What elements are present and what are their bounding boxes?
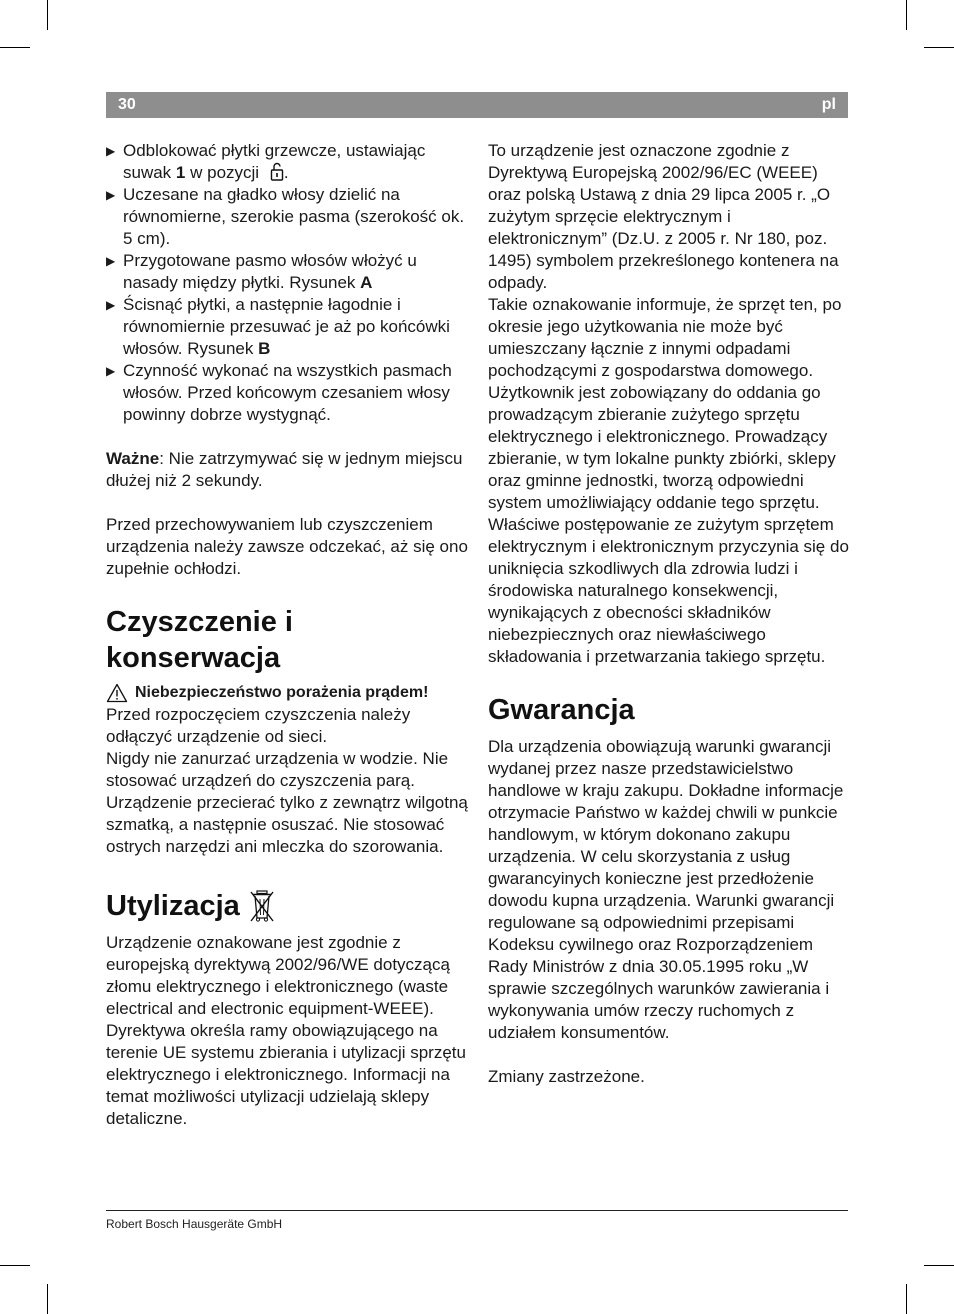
instruction-item — [106, 250, 468, 294]
important-label: Ważne — [106, 449, 160, 468]
warning-title: Niebezpieczeństwo porażenia prądem! — [135, 684, 429, 701]
weee-paragraph: Użytkownik jest zobowiązany do oddania go prowadzącym zbieranie zużytego sprzętu elektrycznego i elektronicznego. Prowadzący zbieranie, w tym lokalne punkty zbiórki, sklepy oraz gminne jednostki, tworzą odpowiedni system umożliwiający oddanie tego sprzętu. — [488, 383, 836, 512]
footer-company: Robert Bosch Hausgeräte GmbH — [106, 1217, 283, 1231]
guarantee-heading: Gwarancja — [488, 694, 635, 726]
page-header-bar — [106, 92, 848, 118]
weee-paragraph: Takie oznakowanie informuje, że sprzęt ten, po okresie jego użytkowania nie może być umieszczany łącznie z innymi odpadami pochodzącymi z gospodarstwa domowego. — [488, 295, 842, 380]
instruction-item — [106, 184, 468, 250]
instruction-item — [106, 140, 468, 184]
weee-paragraph: Właściwe postępowanie ze zużytym sprzętem elektrycznym i elektronicznym przyczynia się do uniknięcia szkodliwych dla zdrowia ludzi i środowiska naturalnego konsekwencji, wynikających z obecności składników niebezpiecznych oraz niewłaściwego składowania i przetwarzania takiego sprzętu. — [488, 515, 849, 666]
language-code: pl — [821, 96, 836, 113]
crop-mark — [47, 0, 48, 30]
cleaning-paragraph: Przed rozpoczęciem czyszczenia należy odłączyć urządzenie od sieci. — [106, 705, 411, 746]
crop-mark — [906, 0, 907, 30]
disposal-heading-text: Utylizacja — [106, 890, 240, 922]
instruction-text: Uczesane na gładko włosy dzielić na równomierne, szerokie pasma (szerokość ok. 5 cm). — [123, 185, 465, 248]
bullet-arrow-icon: ▶ — [106, 144, 116, 158]
instruction-item — [106, 294, 468, 360]
instruction-bold: A — [360, 273, 373, 292]
storage-note: Przed przechowywaniem lub czyszczeniem urządzenia należy zawsze odczekać, aż się ono zupełnie ochłodzi. — [106, 515, 468, 578]
cleaning-paragraph: Nigdy nie zanurzać urządzenia w wodzie. Nie stosować urządzeń do czyszczenia parą. — [106, 749, 449, 790]
warning-notice — [106, 682, 468, 704]
bullet-arrow-icon: ▶ — [106, 188, 116, 202]
disposal-paragraph: Urządzenie oznakowane jest zgodnie z europejską dyrektywą 2002/96/WE dotyczącą złomu elektrycznego i elektronicznego (waste electrical and electronic equipment-WEEE). Dyrektywa określa ramy obowiązującego na terenie UE systemu zbierania i utylizacji sprzętu elektrycznego i elektronicznego. Informacji na temat możliwości utylizacji udzielają sklepy detaliczne. — [106, 933, 466, 1128]
bullet-arrow-icon: ▶ — [106, 254, 116, 268]
crop-mark — [906, 1284, 907, 1314]
page-number: 30 — [118, 96, 136, 113]
crop-mark — [0, 1265, 30, 1266]
instruction-text: Odblokować płytki grzewcze, ustawiając suwak — [123, 141, 426, 182]
instruction-text: Przygotowane pasmo włosów włożyć u nasady między płytki. Rysunek — [123, 251, 417, 292]
right-column — [488, 140, 850, 1088]
important-note — [106, 448, 468, 492]
crop-mark — [47, 1284, 48, 1314]
instruction-bold: 1 — [175, 163, 186, 182]
crossed-out-bin-icon — [248, 889, 276, 923]
instruction-text: Ścisnąć płytki, a następnie łagodnie i równomiernie przesuwać je aż po końcówki włosów. Rysunek — [123, 295, 450, 358]
crop-mark — [0, 47, 30, 48]
crop-mark — [924, 1265, 954, 1266]
instruction-text: . — [283, 163, 289, 182]
cleaning-paragraph: Urządzenie przecierać tylko z zewnątrz wilgotną szmatką, a następnie osuszać. Nie stosować ostrych narzędzi ani mleczka do szorowania. — [106, 793, 468, 856]
unlock-icon — [270, 162, 284, 181]
footer-divider — [106, 1210, 848, 1211]
crop-mark — [924, 47, 954, 48]
important-text: : Nie zatrzymywać się w jednym miejscu dłużej niż 2 sekundy. — [106, 449, 463, 490]
warning-triangle-icon — [106, 683, 128, 703]
instruction-text: w pozycji — [185, 163, 260, 182]
instruction-bold: B — [258, 339, 271, 358]
bullet-arrow-icon: ▶ — [106, 364, 116, 378]
weee-paragraph: To urządzenie jest oznaczone zgodnie z Dyrektywą Europejską 2002/96/EC (WEEE) oraz polską Ustawą z dnia 29 lipca 2005 r. „O zużytym sprzęcie elektrycznym i elektronicznym” (Dz.U. z 2005 r. Nr 180, poz. 1495) symbolem przekreślonego kontenera na odpady. — [488, 141, 839, 292]
instruction-text: Czynność wykonać na wszystkich pasmach włosów. Przed końcowym czesaniem włosy powinny dobrze wystygnąć. — [123, 361, 452, 424]
cleaning-heading: Czyszczenie i konserwacja — [106, 606, 293, 674]
left-column — [106, 140, 468, 1130]
changes-note: Zmiany zastrzeżone. — [488, 1067, 645, 1086]
guarantee-paragraph: Dla urządzenia obowiązują warunki gwarancji wydanej przez nasze przedstawicielstwo handlowe w kraju zakupu. Dokładne informacje otrzymacie Państwo w każdej chwili w punkcie handlowym, w którym dokonano zakupu urządzenia. W celu skorzystania z usług gwarancyinych konieczne jest przedłożenie dowodu kupna urządzenia. Warunki gwarancji regulowane są odpowiednimi przepisami Kodeksu cywilnego oraz Rozporządzeniem Rady Ministrów z dnia 30.05.1995 roku „W sprawie szczególnych warunków zawierania i wykonywania umów rzeczy ruchomych z udziałem konsumentów. — [488, 737, 844, 1042]
bullet-arrow-icon: ▶ — [106, 298, 116, 312]
disposal-heading — [106, 888, 468, 924]
instruction-item — [106, 360, 468, 426]
